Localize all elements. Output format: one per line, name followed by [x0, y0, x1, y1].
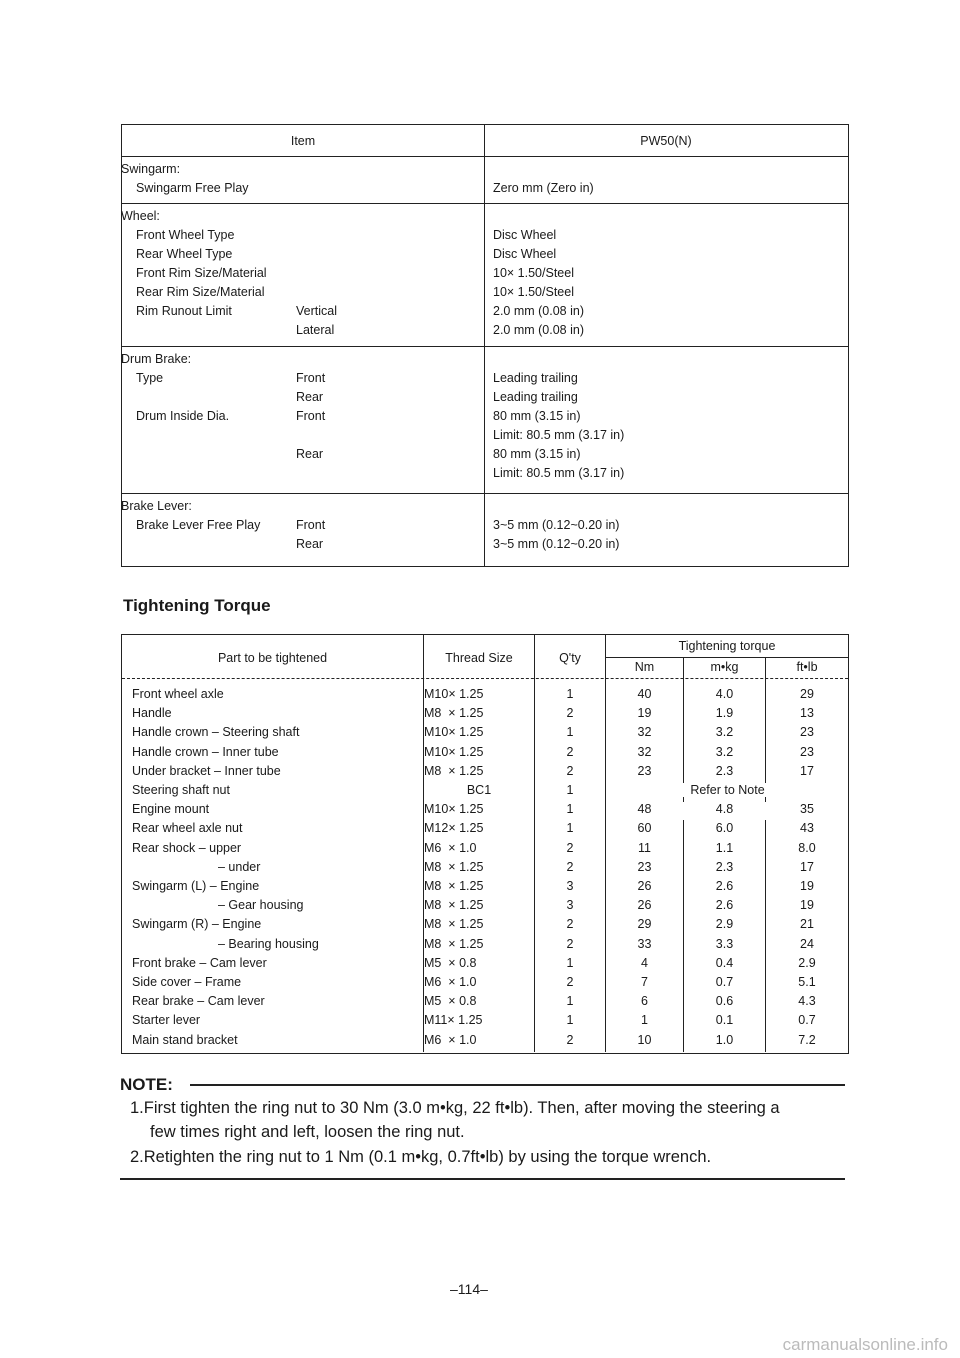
spec-row-sublabel: Lateral — [296, 323, 335, 337]
spec-row-sublabel: Vertical — [296, 304, 337, 318]
spec-row-value: 80 mm (3.15 in) — [493, 447, 581, 461]
spec-row-sublabel: Front — [296, 518, 326, 532]
spec-row-label: Rim Runout Limit — [136, 304, 232, 318]
spec-row-sublabel: Rear — [296, 390, 324, 404]
torque-qty: 3 — [566, 898, 574, 913]
torque-part: Rear shock – upper — [132, 840, 242, 855]
note-line-1: 1.First tighten the ring nut to 30 Nm (3.0 m•kg, 22 ft•lb). Then, after moving the steering a — [130, 1099, 780, 1117]
torque-ftlb: 23 — [800, 725, 814, 740]
spec-section-swingarm — [122, 156, 848, 204]
torque-mkg: 0.1 — [715, 1013, 734, 1028]
torque-thread-size: M6 × 1.0 — [424, 840, 477, 855]
spec-row-value: 10× 1.50/Steel — [493, 285, 574, 299]
spec-section-wheel — [122, 203, 848, 347]
torque-qty: 2 — [566, 1032, 574, 1047]
torque-nm: 40 — [637, 687, 652, 701]
torque-ftlb: 13 — [800, 706, 814, 721]
spec-row-value: Limit: 80.5 mm (3.17 in) — [493, 466, 625, 480]
spec-section-title — [122, 162, 848, 181]
torque-ftlb: 19 — [800, 898, 814, 913]
torque-nm: 33 — [637, 936, 652, 951]
torque-part: Rear brake – Cam lever — [132, 994, 265, 1009]
spec-row-sublabel: Front — [296, 409, 326, 423]
torque-qty: 2 — [566, 840, 574, 855]
torque-nm: 26 — [637, 898, 652, 913]
torque-header-thread: Thread Size — [445, 651, 513, 665]
torque-nm: 48 — [637, 802, 652, 817]
spec-row-label: Brake Lever Free Play — [136, 518, 261, 532]
torque-row — [122, 879, 848, 898]
spec-row — [122, 428, 848, 447]
torque-nm: 32 — [637, 744, 652, 759]
torque-thread-size: M10× 1.25 — [424, 802, 484, 817]
torque-ftlb: 0.7 — [798, 1013, 816, 1028]
torque-nm: 26 — [637, 879, 652, 893]
torque-mkg: 1.0 — [715, 1032, 734, 1047]
torque-header-qty: Q'ty — [559, 651, 581, 665]
torque-thread-size: M10× 1.25 — [424, 687, 484, 701]
torque-row — [122, 956, 848, 975]
torque-qty: 2 — [566, 936, 574, 951]
spec-row — [122, 285, 848, 304]
torque-part: – under — [218, 859, 261, 874]
torque-ftlb: 5.1 — [798, 975, 816, 989]
spec-row-value: 3~5 mm (0.12~0.20 in) — [493, 518, 620, 532]
torque-part: – Bearing housing — [218, 936, 319, 951]
torque-ftlb: 21 — [800, 917, 814, 932]
torque-row — [122, 917, 848, 936]
spec-section-title — [122, 499, 848, 518]
spec-section-drum-brake — [122, 346, 848, 494]
torque-qty: 3 — [566, 879, 574, 893]
torque-part: Side cover – Frame — [132, 975, 242, 989]
spec-row — [122, 247, 848, 266]
spec-row-value: Limit: 80.5 mm (3.17 in) — [493, 428, 625, 442]
torque-thread-size: M6 × 1.0 — [424, 1032, 477, 1047]
torque-thread-size: M11× 1.25 — [424, 1013, 483, 1028]
spec-row-value: 2.0 mm (0.08 in) — [493, 323, 585, 337]
spec-row-sublabel: Front — [296, 371, 326, 385]
torque-row — [122, 975, 848, 994]
torque-mkg: 2.6 — [715, 898, 734, 913]
spec-row-value: 80 mm (3.15 in) — [493, 409, 581, 423]
torque-mkg: 2.3 — [715, 859, 734, 874]
torque-qty: 1 — [566, 687, 574, 701]
torque-ftlb: 35 — [800, 802, 814, 817]
torque-row — [122, 860, 848, 879]
torque-mkg: 4.0 — [715, 687, 734, 701]
spec-row — [122, 409, 848, 428]
spec-section-brake-lever — [122, 493, 848, 566]
torque-thread-size: M8 × 1.25 — [424, 706, 484, 721]
torque-table — [121, 634, 849, 1054]
spec-row-label: Rear Wheel Type — [136, 247, 233, 261]
torque-thread-size: M8 × 1.25 — [424, 859, 484, 874]
torque-mkg: 1.1 — [715, 840, 734, 855]
note-bottom-rule — [120, 1178, 845, 1180]
spec-header-model: PW50(N) — [640, 134, 692, 148]
torque-mkg: 0.6 — [715, 994, 734, 1009]
torque-nm: 4 — [641, 955, 648, 970]
torque-ftlb: 29 — [800, 687, 814, 701]
spec-row-label: Rear Rim Size/Material — [136, 285, 265, 299]
torque-thread-size: M5 × 0.8 — [424, 994, 477, 1009]
torque-header-ftlb: ft•lb — [796, 660, 818, 674]
spec-row-value: 2.0 mm (0.08 in) — [493, 304, 585, 318]
spec-row — [122, 390, 848, 409]
torque-row — [122, 841, 848, 860]
torque-heading: Tightening Torque — [123, 596, 271, 615]
torque-qty: 1 — [566, 1013, 574, 1028]
torque-header-torque: Tightening torque — [678, 639, 776, 653]
torque-nm: 23 — [637, 859, 652, 874]
torque-mkg: 2.6 — [715, 879, 734, 893]
torque-qty: 1 — [566, 725, 574, 740]
watermark: carmanualsonline.info — [782, 1335, 948, 1354]
spec-row — [122, 228, 848, 247]
torque-header-subrule — [606, 657, 848, 658]
spec-row-value: Leading trailing — [493, 390, 578, 404]
torque-nm: 19 — [637, 706, 652, 721]
torque-mkg: 3.2 — [715, 744, 734, 759]
torque-ftlb: 17 — [800, 763, 814, 778]
spec-row — [122, 304, 848, 323]
note-line-2: few times right and left, loosen the ring nut. — [150, 1123, 465, 1141]
spec-row — [122, 466, 848, 485]
torque-thread-size: M8 × 1.25 — [424, 879, 484, 893]
torque-thread-size: M12× 1.25 — [424, 821, 484, 836]
torque-thread-size: M10× 1.25 — [424, 744, 484, 759]
torque-ftlb: 7.2 — [798, 1032, 816, 1047]
torque-part: Swingarm (R) – Engine — [132, 917, 262, 932]
torque-ftlb: 17 — [800, 859, 814, 874]
torque-qty: 2 — [566, 975, 574, 989]
torque-thread-size: M10× 1.25 — [424, 725, 484, 740]
torque-ftlb: 43 — [800, 821, 814, 836]
page-number: –114– — [450, 1281, 488, 1297]
torque-header-nm: Nm — [634, 660, 655, 674]
torque-row — [122, 994, 848, 1013]
torque-qty: 1 — [566, 783, 574, 797]
torque-mkg: 2.9 — [715, 917, 734, 932]
torque-part: Main stand bracket — [132, 1032, 238, 1047]
torque-nm: 6 — [641, 994, 648, 1009]
spec-row — [122, 518, 848, 537]
torque-part: Engine mount — [132, 802, 210, 817]
spec-row — [122, 537, 848, 556]
torque-ftlb: 8.0 — [798, 840, 816, 855]
spec-row — [122, 447, 848, 466]
torque-ftlb: 19 — [800, 879, 814, 893]
torque-qty: 1 — [566, 821, 574, 836]
torque-row — [122, 898, 848, 917]
spec-section-title-text: Brake Lever: — [121, 499, 192, 513]
torque-thread-size: M8 × 1.25 — [424, 936, 484, 951]
torque-note-reference: Refer to Note — [665, 783, 790, 797]
torque-part: Handle crown – Steering shaft — [132, 725, 300, 740]
torque-nm: 1 — [641, 1013, 648, 1028]
torque-thread-size: BC1 — [466, 783, 492, 797]
torque-row — [122, 764, 848, 783]
spec-header-row — [122, 125, 848, 157]
torque-mkg: 3.3 — [715, 936, 734, 951]
torque-part: Front brake – Cam lever — [132, 955, 267, 970]
torque-qty: 2 — [566, 859, 574, 874]
spec-row-label: Drum Inside Dia. — [136, 409, 230, 423]
torque-mkg: 4.8 — [715, 802, 734, 817]
spec-row-sublabel: Rear — [296, 447, 324, 461]
note-rule — [190, 1084, 845, 1086]
torque-qty: 1 — [566, 955, 574, 970]
spec-row — [122, 181, 848, 200]
torque-part: Steering shaft nut — [132, 783, 230, 797]
spec-row-label: Front Wheel Type — [136, 228, 235, 242]
torque-row — [122, 802, 848, 821]
torque-nm: 7 — [641, 975, 648, 989]
torque-ftlb: 2.9 — [798, 955, 816, 970]
torque-row — [122, 725, 848, 744]
torque-thread-size: M8 × 1.25 — [424, 898, 484, 913]
torque-qty: 1 — [566, 994, 574, 1009]
torque-row — [122, 706, 848, 725]
torque-header-part: Part to be tightened — [217, 651, 328, 665]
torque-row — [122, 937, 848, 956]
spec-row-value: 10× 1.50/Steel — [493, 266, 574, 280]
torque-qty: 2 — [566, 763, 574, 778]
spec-header-item: Item — [290, 134, 316, 148]
torque-row — [122, 1033, 848, 1052]
torque-part: Handle crown – Inner tube — [132, 744, 279, 759]
torque-ftlb: 4.3 — [798, 994, 816, 1009]
torque-nm: 11 — [638, 840, 651, 855]
torque-mkg: 3.2 — [715, 725, 734, 740]
torque-ftlb: 23 — [800, 744, 814, 759]
spec-row-value: Leading trailing — [493, 371, 578, 385]
torque-nm: 29 — [637, 917, 652, 932]
torque-qty: 2 — [566, 706, 574, 721]
torque-nm: 10 — [637, 1032, 652, 1047]
note-line-3: 2.Retighten the ring nut to 1 Nm (0.1 m•kg, 0.7ft•lb) by using the torque wrench. — [130, 1148, 712, 1166]
spec-section-title-text: Swingarm: — [121, 162, 181, 176]
torque-part: Starter lever — [132, 1013, 201, 1028]
torque-nm: 32 — [637, 725, 652, 740]
torque-row — [122, 687, 848, 706]
torque-part: Rear wheel axle nut — [132, 821, 243, 836]
torque-part: Swingarm (L) – Engine — [132, 879, 260, 893]
spec-row — [122, 371, 848, 390]
torque-mkg: 6.0 — [715, 821, 734, 836]
spec-section-title — [122, 209, 848, 228]
spec-row-value: Zero mm (Zero in) — [493, 181, 594, 195]
torque-nm: 60 — [637, 821, 652, 836]
torque-header-mkg: m•kg — [710, 660, 739, 674]
spec-row-label: Type — [136, 371, 164, 385]
torque-qty: 2 — [566, 917, 574, 932]
spec-row-sublabel: Rear — [296, 537, 324, 551]
spec-row-label: Swingarm Free Play — [136, 181, 249, 195]
spec-row-value: Disc Wheel — [493, 228, 557, 242]
spec-row — [122, 266, 848, 285]
torque-qty: 2 — [566, 744, 574, 759]
torque-thread-size: M8 × 1.25 — [424, 763, 484, 778]
torque-part: Under bracket – Inner tube — [132, 763, 281, 778]
spec-row-label: Front Rim Size/Material — [136, 266, 267, 280]
spec-row — [122, 323, 848, 342]
spec-row-value: 3~5 mm (0.12~0.20 in) — [493, 537, 620, 551]
torque-part: Handle — [132, 706, 172, 721]
torque-row — [122, 745, 848, 764]
spec-section-title-text: Wheel: — [121, 209, 160, 223]
torque-ftlb: 24 — [800, 936, 814, 951]
torque-nm: 23 — [637, 763, 652, 778]
spec-row-value: Disc Wheel — [493, 247, 557, 261]
spec-section-title-text: Drum Brake: — [121, 352, 192, 366]
torque-row — [122, 783, 848, 802]
torque-row — [122, 1013, 848, 1032]
spec-table — [121, 124, 849, 567]
torque-thread-size: M8 × 1.25 — [424, 917, 484, 932]
torque-qty: 1 — [566, 802, 574, 817]
torque-mkg: 0.7 — [715, 975, 734, 989]
torque-part: – Gear housing — [218, 898, 304, 913]
torque-thread-size: M5 × 0.8 — [424, 955, 477, 970]
torque-mkg: 2.3 — [715, 763, 734, 778]
spec-section-title — [122, 352, 848, 371]
torque-mkg: 0.4 — [715, 955, 734, 970]
torque-part: Front wheel axle — [132, 687, 224, 701]
torque-thread-size: M6 × 1.0 — [424, 975, 477, 989]
note-label: NOTE: — [120, 1075, 173, 1094]
torque-row — [122, 821, 848, 840]
torque-header-rule — [122, 678, 848, 679]
torque-mkg: 1.9 — [715, 706, 734, 721]
